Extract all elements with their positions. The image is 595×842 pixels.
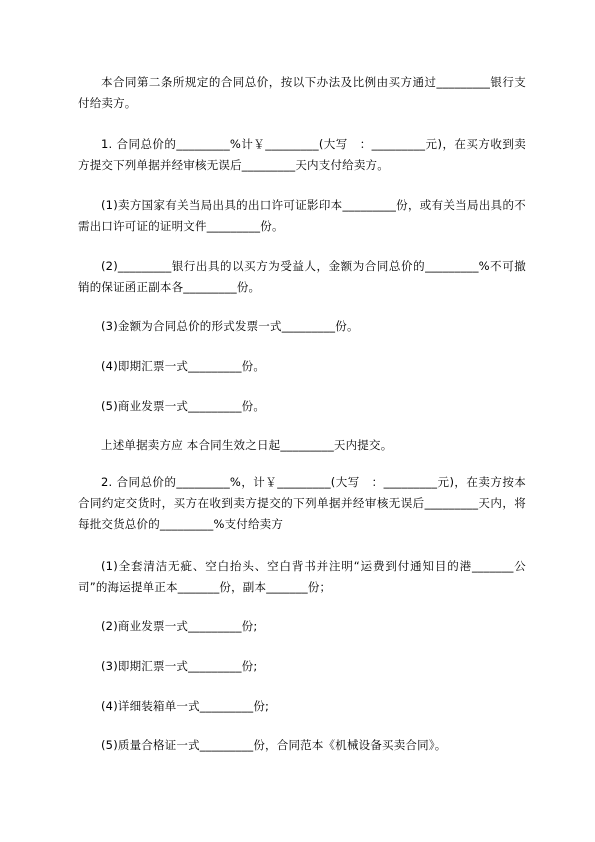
- paragraph-clause-2-item-3: (3)即期汇票一式_________份;: [101, 659, 258, 673]
- paragraph-clause-1: 1. 合同总价的_________%计￥_________(大写 ：_________元)，在买方收到卖方提交下列单据并经审核无误后_________天内支付给卖方。: [78, 137, 526, 172]
- paragraph-clause-2: 2. 合同总价的_________%，计￥_________(大写 ：_________元)，在卖方按本合同约定交货时，买方在收到卖方提交的下列单据并经审核无误后_________天内，将每批交货总价的_________%支付给卖方: [78, 475, 526, 531]
- paragraph-submission-deadline: 上述单据卖方应 本合同生效之日起_________天内提交。: [101, 438, 393, 452]
- paragraph-clause-2-item-4: (4)详细装箱单一式_________份;: [101, 699, 270, 713]
- paragraph-payment-method: 本合同第二条所规定的合同总价，按以下办法及比例由买方通过_________银行支付给卖方。: [78, 75, 526, 110]
- paragraph-clause-1-item-2: (2)_________银行出具的以买方为受益人，金额为合同总价的_________%不可撤销的保证函正副本各_________份。: [78, 259, 526, 294]
- paragraph-clause-2-item-1: (1)全套清洁无疵、空白抬头、空白背书并注明“运费到付通知目的港_______公司”的海运提单正本_______份，副本_______份；: [78, 559, 526, 594]
- paragraph-clause-1-item-1: (1)卖方国家有关当局出具的出口许可证影印本_________份，或有关当局出具的不需出口许可证的证明文件_________份。: [78, 198, 526, 233]
- paragraph-clause-2-item-5: (5)质量合格证一式_________份，合同范本《机械设备买卖合同》。: [101, 738, 447, 752]
- paragraph-clause-2-item-2: (2)商业发票一式_________份;: [101, 619, 258, 633]
- paragraph-clause-1-item-5: (5)商业发票一式_________份。: [101, 399, 266, 413]
- paragraph-clause-1-item-4: (4)即期汇票一式_________份。: [101, 359, 266, 373]
- paragraph-clause-1-item-3: (3)金额为合同总价的形式发票一式_________份。: [101, 319, 359, 333]
